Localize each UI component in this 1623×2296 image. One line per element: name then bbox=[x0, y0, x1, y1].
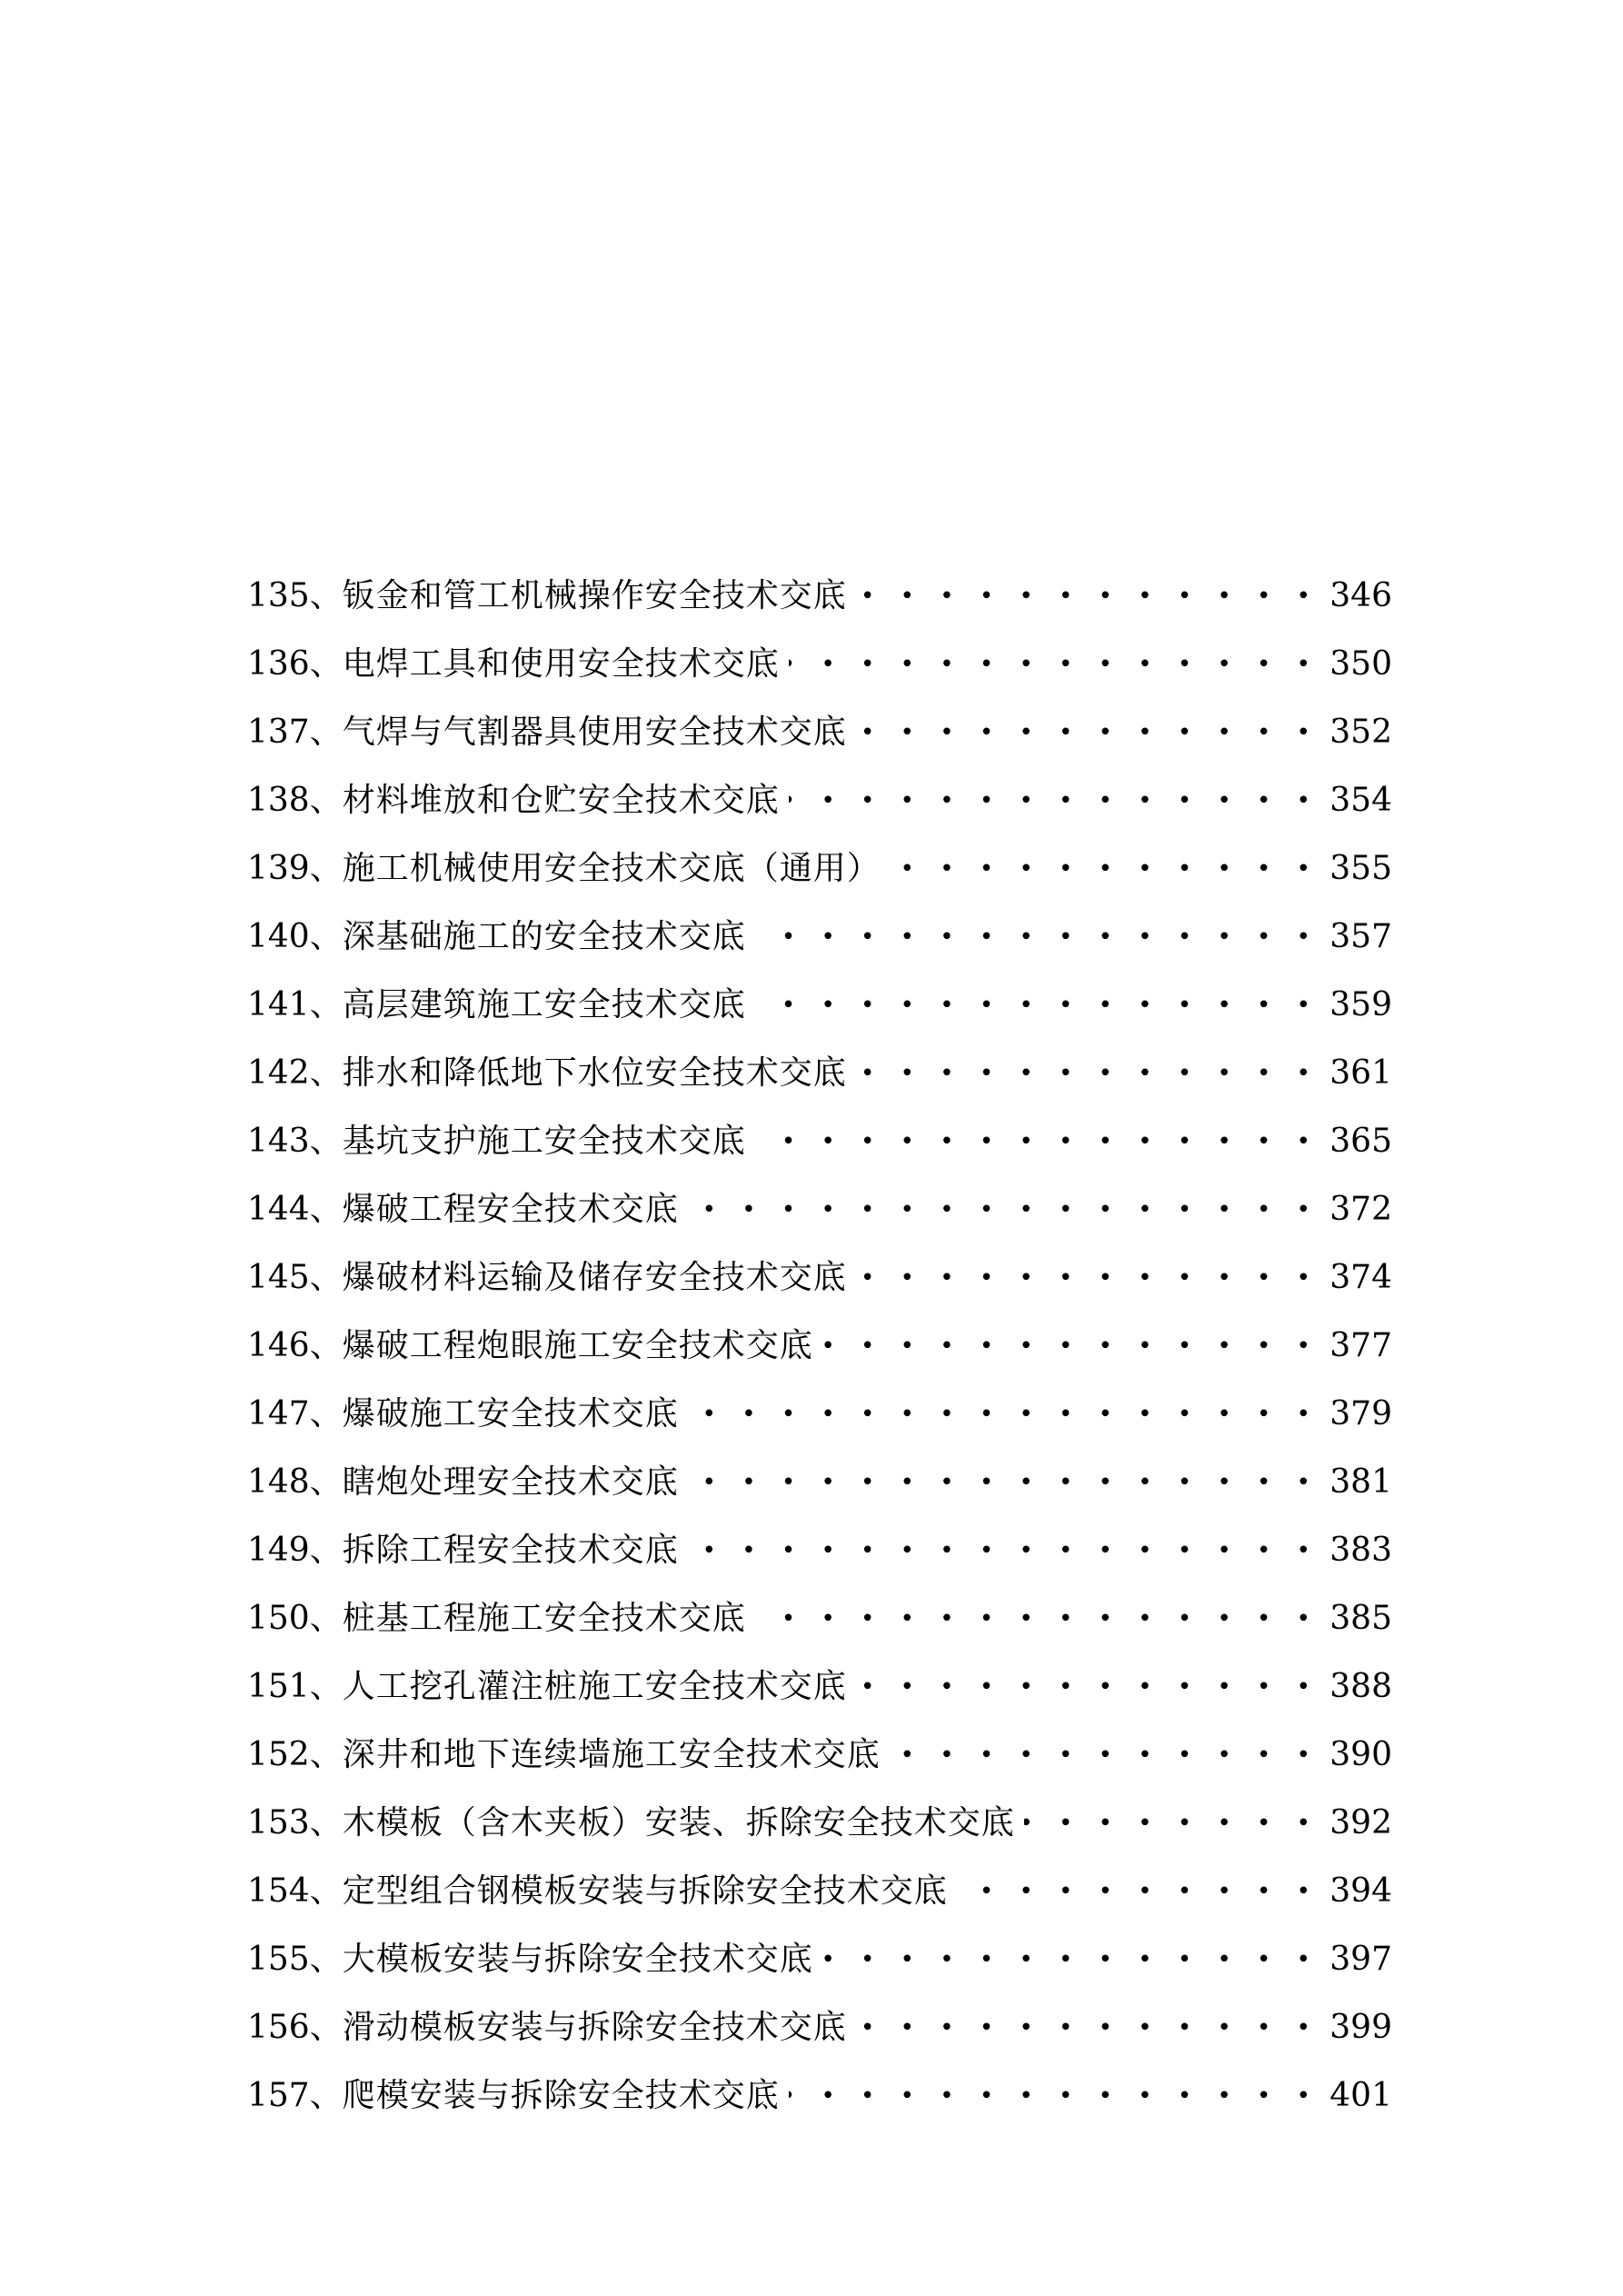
entry-title: 爆破材料运输及储存安全技术交底 bbox=[342, 1258, 847, 1296]
entry-title: 爬模安装与拆除安全技术交底 bbox=[342, 2076, 780, 2114]
entry-title: 爆破施工安全技术交底 bbox=[342, 1394, 679, 1433]
dot-leader bbox=[688, 1534, 1319, 1567]
entry-page-number: 379 bbox=[1329, 1394, 1392, 1433]
entry-separator: 、 bbox=[309, 1667, 343, 1705]
entry-number: 157 bbox=[247, 2076, 310, 2114]
dot-leader bbox=[822, 1943, 1319, 1976]
entry-separator: 、 bbox=[309, 1599, 343, 1637]
toc-entry-138[interactable] bbox=[247, 766, 1392, 834]
entry-separator: 、 bbox=[309, 1326, 343, 1364]
entry-number: 144 bbox=[247, 1190, 310, 1228]
entry-number: 153 bbox=[247, 1803, 310, 1842]
toc-entry-140[interactable] bbox=[247, 903, 1392, 971]
entry-page-number: 357 bbox=[1329, 917, 1392, 955]
dot-leader bbox=[890, 1739, 1319, 1772]
entry-number: 149 bbox=[247, 1531, 310, 1569]
entry-separator: 、 bbox=[309, 576, 343, 614]
entry-number: 141 bbox=[247, 985, 310, 1023]
toc-entry-144[interactable] bbox=[247, 1175, 1392, 1243]
entry-number: 138 bbox=[247, 781, 310, 819]
toc-entry-145[interactable] bbox=[247, 1243, 1392, 1312]
entry-page-number: 397 bbox=[1329, 1940, 1392, 1978]
entry-title: 定型组合钢模板安装与拆除安全技术交底 bbox=[342, 1872, 948, 1910]
entry-page-number: 365 bbox=[1329, 1122, 1392, 1160]
toc-entry-142[interactable] bbox=[247, 1039, 1392, 1107]
entry-number: 155 bbox=[247, 1940, 310, 1978]
entry-page-number: 374 bbox=[1329, 1258, 1392, 1296]
entry-separator: 、 bbox=[309, 1531, 343, 1569]
toc-entry-152[interactable] bbox=[247, 1721, 1392, 1789]
entry-number: 136 bbox=[247, 644, 310, 683]
toc-entry-149[interactable] bbox=[247, 1516, 1392, 1584]
dot-leader bbox=[890, 853, 1319, 885]
entry-page-number: 399 bbox=[1329, 2008, 1392, 2046]
toc-entry-155[interactable] bbox=[247, 1925, 1392, 1993]
entry-separator: 、 bbox=[309, 1735, 343, 1773]
entry-number: 140 bbox=[247, 917, 310, 955]
entry-title: 滑动模板安装与拆除安全技术交底 bbox=[342, 2008, 847, 2046]
entry-number: 147 bbox=[247, 1394, 310, 1433]
entry-number: 150 bbox=[247, 1599, 310, 1637]
entry-page-number: 350 bbox=[1329, 644, 1392, 683]
entry-title: 人工挖孔灌注桩施工安全技术交底 bbox=[342, 1667, 847, 1705]
entry-title: 材料堆放和仓贮安全技术交底 bbox=[342, 781, 780, 819]
entry-title: 深井和地下连续墙施工安全技术交底 bbox=[342, 1735, 881, 1773]
toc-entry-147[interactable] bbox=[247, 1380, 1392, 1448]
dot-leader bbox=[755, 921, 1319, 953]
dot-leader bbox=[755, 989, 1319, 1022]
entry-title: 深基础施工的安全技术交底 bbox=[342, 917, 746, 955]
toc-entry-150[interactable] bbox=[247, 1584, 1392, 1652]
entry-page-number: 361 bbox=[1329, 1053, 1392, 1092]
entry-page-number: 394 bbox=[1329, 1872, 1392, 1910]
entry-separator: 、 bbox=[309, 644, 343, 683]
entry-number: 142 bbox=[247, 1053, 310, 1092]
dot-leader bbox=[856, 716, 1319, 749]
entry-number: 154 bbox=[247, 1872, 310, 1910]
entry-title: 瞎炮处理安全技术交底 bbox=[342, 1462, 679, 1501]
dot-leader bbox=[755, 1125, 1319, 1158]
toc-entry-156[interactable] bbox=[247, 1993, 1392, 2061]
entry-number: 151 bbox=[247, 1667, 310, 1705]
toc-entry-143[interactable] bbox=[247, 1107, 1392, 1175]
dot-leader bbox=[1024, 1807, 1319, 1840]
toc-entry-141[interactable] bbox=[247, 971, 1392, 1039]
dot-leader bbox=[789, 648, 1319, 681]
entry-separator: 、 bbox=[309, 849, 343, 887]
dot-leader bbox=[789, 784, 1319, 817]
entry-page-number: 401 bbox=[1329, 2076, 1392, 2114]
toc-entry-135[interactable] bbox=[247, 562, 1392, 630]
toc-entry-148[interactable] bbox=[247, 1448, 1392, 1516]
dot-leader bbox=[822, 1330, 1319, 1363]
entry-separator: 、 bbox=[309, 1394, 343, 1433]
dot-leader bbox=[856, 580, 1319, 613]
entry-number: 135 bbox=[247, 576, 310, 614]
entry-separator: 、 bbox=[309, 917, 343, 955]
table-of-contents bbox=[247, 562, 1392, 2130]
entry-number: 139 bbox=[247, 849, 310, 887]
entry-number: 146 bbox=[247, 1326, 310, 1364]
entry-title: 拆除工程安全技术交底 bbox=[342, 1531, 679, 1569]
entry-title: 桩基工程施工安全技术交底 bbox=[342, 1599, 746, 1637]
entry-number: 148 bbox=[247, 1462, 310, 1501]
entry-number: 145 bbox=[247, 1258, 310, 1296]
dot-leader bbox=[856, 1671, 1319, 1703]
entry-title: 施工机械使用安全技术交底（通用） bbox=[342, 849, 881, 887]
entry-separator: 、 bbox=[309, 2076, 343, 2114]
entry-page-number: 354 bbox=[1329, 781, 1392, 819]
toc-entry-153[interactable] bbox=[247, 1789, 1392, 1857]
entry-page-number: 381 bbox=[1329, 1462, 1392, 1501]
entry-separator: 、 bbox=[309, 985, 343, 1023]
entry-number: 137 bbox=[247, 713, 310, 751]
entry-separator: 、 bbox=[309, 1940, 343, 1978]
entry-separator: 、 bbox=[309, 781, 343, 819]
entry-number: 156 bbox=[247, 2008, 310, 2046]
dot-leader bbox=[856, 2011, 1319, 2044]
entry-page-number: 377 bbox=[1329, 1326, 1392, 1364]
toc-entry-146[interactable] bbox=[247, 1312, 1392, 1380]
entry-number: 152 bbox=[247, 1735, 310, 1773]
entry-page-number: 346 bbox=[1329, 576, 1392, 614]
entry-separator: 、 bbox=[309, 1872, 343, 1910]
entry-page-number: 352 bbox=[1329, 713, 1392, 751]
toc-entry-151[interactable] bbox=[247, 1652, 1392, 1721]
toc-entry-154[interactable] bbox=[247, 1857, 1392, 1925]
dot-leader bbox=[688, 1466, 1319, 1499]
entry-page-number: 390 bbox=[1329, 1735, 1392, 1773]
entry-title: 基坑支护施工安全技术交底 bbox=[342, 1122, 746, 1160]
dot-leader bbox=[688, 1193, 1319, 1226]
entry-title: 排水和降低地下水位安全技术交底 bbox=[342, 1053, 847, 1092]
entry-title: 大模板安装与拆除安全技术交底 bbox=[342, 1940, 813, 1978]
toc-entry-139[interactable] bbox=[247, 834, 1392, 903]
entry-separator: 、 bbox=[309, 1258, 343, 1296]
dot-leader bbox=[856, 1057, 1319, 1090]
entry-title: 钣金和管工机械操作安全技术交底 bbox=[342, 576, 847, 614]
entry-page-number: 392 bbox=[1329, 1803, 1392, 1842]
entry-separator: 、 bbox=[309, 1122, 343, 1160]
entry-separator: 、 bbox=[309, 1190, 343, 1228]
toc-entry-157[interactable] bbox=[247, 2061, 1392, 2130]
entry-page-number: 359 bbox=[1329, 985, 1392, 1023]
dot-leader bbox=[856, 1262, 1319, 1294]
entry-page-number: 355 bbox=[1329, 849, 1392, 887]
entry-title: 爆破工程炮眼施工安全技术交底 bbox=[342, 1326, 813, 1364]
entry-title: 电焊工具和使用安全技术交底 bbox=[342, 644, 780, 683]
dot-leader bbox=[789, 2080, 1319, 2112]
entry-page-number: 383 bbox=[1329, 1531, 1392, 1569]
dot-leader bbox=[755, 1602, 1319, 1635]
entry-number: 143 bbox=[247, 1122, 310, 1160]
entry-title: 高层建筑施工安全技术交底 bbox=[342, 985, 746, 1023]
dot-leader bbox=[957, 1875, 1319, 1908]
entry-title: 爆破工程安全技术交底 bbox=[342, 1190, 679, 1228]
entry-title: 气焊与气割器具使用安全技术交底 bbox=[342, 713, 847, 751]
entry-page-number: 372 bbox=[1329, 1190, 1392, 1228]
entry-separator: 、 bbox=[309, 1462, 343, 1501]
toc-entry-136[interactable] bbox=[247, 630, 1392, 698]
entry-title: 木模板（含木夹板）安装、拆除安全技术交底 bbox=[342, 1803, 1015, 1842]
toc-entry-137[interactable] bbox=[247, 698, 1392, 766]
entry-page-number: 388 bbox=[1329, 1667, 1392, 1705]
entry-separator: 、 bbox=[309, 2008, 343, 2046]
entry-separator: 、 bbox=[309, 713, 343, 751]
entry-separator: 、 bbox=[309, 1053, 343, 1092]
dot-leader bbox=[688, 1398, 1319, 1431]
entry-page-number: 385 bbox=[1329, 1599, 1392, 1637]
entry-separator: 、 bbox=[309, 1803, 343, 1842]
